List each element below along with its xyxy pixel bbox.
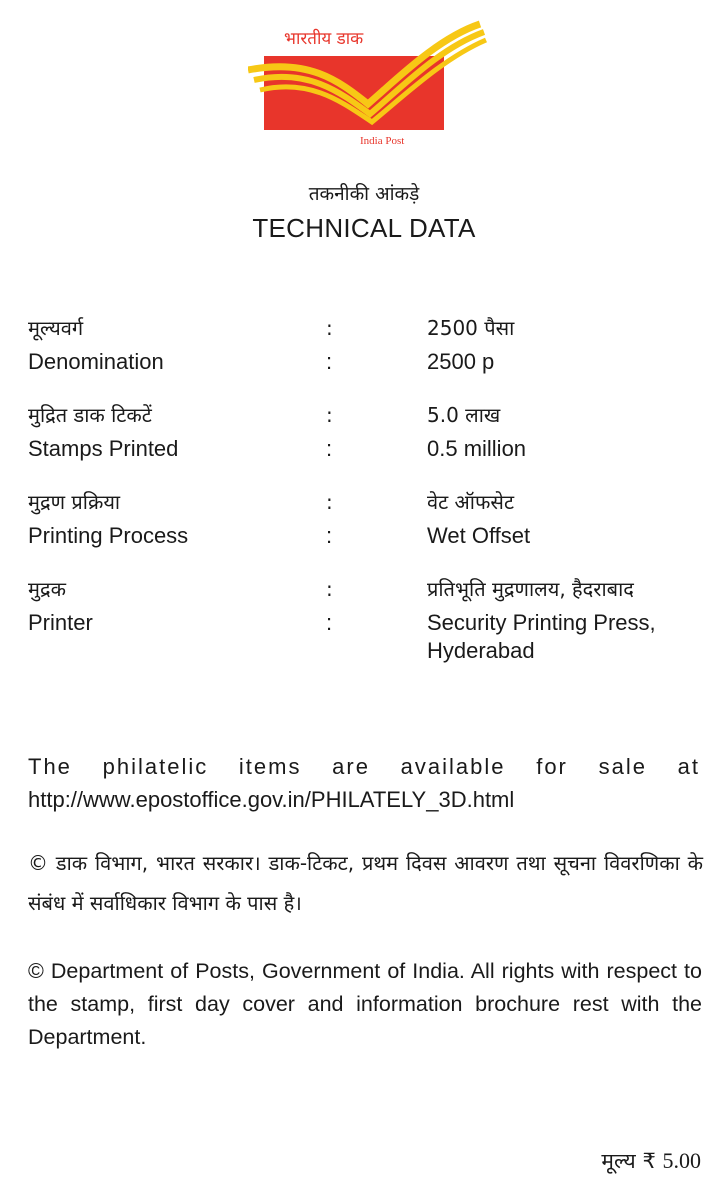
price-amount: 5.00 [662, 1148, 701, 1173]
copyright-english: © Department of Posts, Government of India. All rights with respect to the stamp, first day cover and information brochure rest with the Department. [28, 959, 702, 1049]
stamps-printed-english-row [28, 432, 708, 465]
price-tag [601, 1147, 701, 1175]
stamps-printed-group [28, 399, 708, 465]
printing-process-value-hindi: वेट ऑफसेट [427, 490, 515, 514]
printer-hindi-row [28, 573, 708, 606]
heading-hindi: तकनीकी आंकड़े [308, 183, 420, 205]
denomination-english-row [28, 345, 708, 378]
printer-value-hindi: प्रतिभूति मुद्रणालय, हैदराबाद [427, 577, 634, 601]
separator: : [326, 349, 333, 374]
printing-process-group [28, 486, 708, 552]
denomination-group [28, 312, 708, 378]
printing-process-value: Wet Offset [427, 523, 531, 548]
denomination-hindi-row [28, 312, 708, 345]
availability-paragraph [28, 750, 700, 816]
separator: : [326, 610, 333, 635]
denomination-value: 2500 p [427, 349, 495, 374]
separator: : [326, 403, 333, 427]
denomination-value-hindi: 2500 पैसा [427, 316, 515, 340]
stamps-printed-value-hindi: 5.0 लाख [427, 403, 501, 427]
logo-english-text: India Post [360, 135, 405, 147]
printing-process-label-hindi: मुद्रण प्रक्रिया [28, 490, 121, 514]
printer-english-row [28, 606, 708, 665]
stamps-printed-label: Stamps Printed [28, 436, 179, 461]
printing-process-english-row [28, 519, 708, 552]
printer-label: Printer [28, 610, 93, 635]
separator: : [326, 436, 333, 461]
printer-value: Security Printing Press, Hyderabad [427, 610, 656, 663]
printer-group [28, 573, 708, 665]
stamps-printed-value: 0.5 million [427, 436, 527, 461]
printer-label-hindi: मुद्रक [28, 577, 66, 601]
rupee-symbol: ₹ [642, 1149, 656, 1173]
separator: : [326, 316, 333, 340]
india-post-logo [248, 18, 488, 153]
india-post-emblem [248, 18, 488, 153]
printing-process-hindi-row [28, 486, 708, 519]
technical-data-table [28, 312, 708, 686]
stamps-printed-hindi-row [28, 399, 708, 432]
denomination-label-hindi: मूल्यवर्ग [28, 316, 84, 340]
separator: : [326, 523, 333, 548]
heading-english: TECHNICAL DATA [252, 213, 476, 243]
availability-text: The philatelic items are available for sale at [28, 754, 700, 779]
separator: : [326, 490, 333, 514]
copyright-hindi: © डाक विभाग, भारत सरकार। डाक-टिकट, प्रथम दिवस आवरण तथा सूचना विवरणिका के संबंध में सर्वाधिकार विभाग के पास है। [28, 851, 703, 915]
logo-hindi-text: भारतीय डाक [284, 29, 364, 49]
denomination-label: Denomination [28, 349, 164, 374]
printing-process-label: Printing Process [28, 523, 189, 548]
price-label: मूल्य [601, 1149, 636, 1173]
philately-link[interactable]: http://www.epostoffice.gov.in/PHILATELY_3D.html [28, 787, 515, 812]
separator: : [326, 577, 333, 601]
stamps-printed-label-hindi: मुद्रित डाक टिकटें [28, 403, 152, 427]
